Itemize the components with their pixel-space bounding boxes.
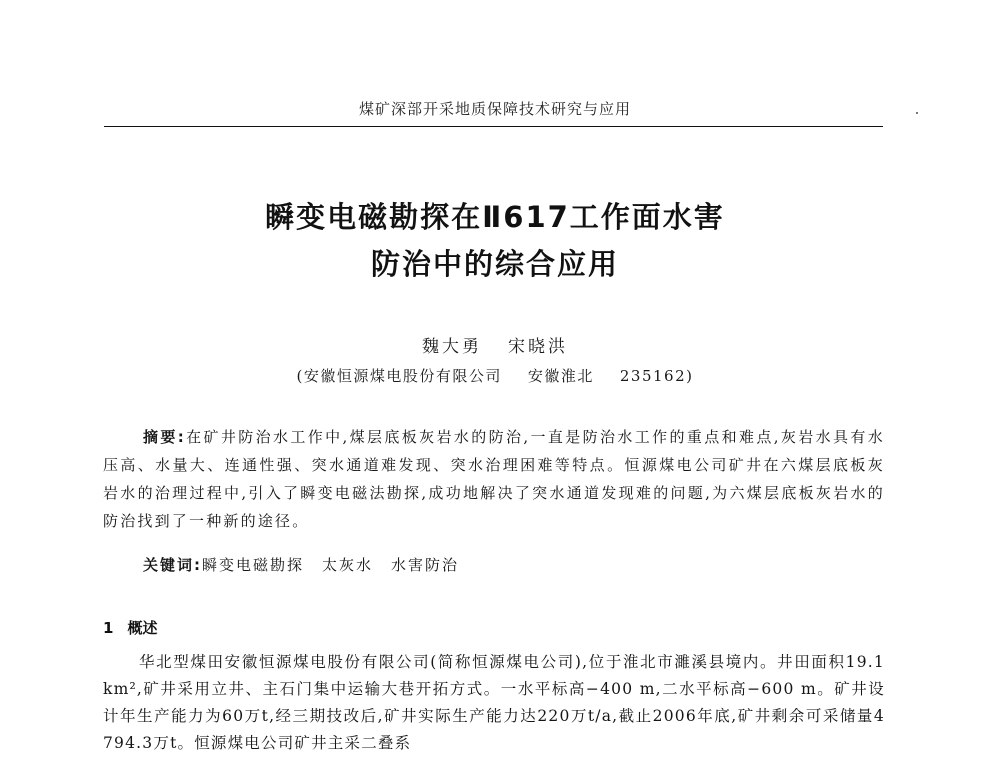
scan-speck (916, 112, 918, 114)
section-heading (103, 617, 157, 638)
abstract-text: 在矿井防治水工作中,煤层底板灰岩水的防治,一直是防治水工作的重点和难点,灰岩水具有水压高、水量大、连通性强、突水通道难发现、突水治理困难等特点。恒源煤电公司矿井在六煤层底板灰岩水的治理过程中,引入了瞬变电磁法勘探,成功地解决了突水通道发现难的问题,为六煤层底板灰岩水的防治找到了一种新的途径。 (103, 428, 885, 530)
keywords-label: 关键词: (143, 556, 202, 574)
affiliation-postcode: 235162) (619, 367, 694, 385)
keywords (143, 554, 459, 575)
author-name: 宋晓洪 (508, 337, 568, 357)
keyword: 瞬变电磁勘探 (202, 556, 305, 574)
affiliation-place: 安徽淮北 (527, 367, 594, 385)
section-title: 概述 (127, 619, 158, 637)
abstract-label: 摘要: (143, 428, 186, 446)
author-name: 魏大勇 (422, 337, 482, 357)
header-rule (104, 126, 883, 127)
affiliation (0, 365, 990, 386)
abstract (103, 423, 885, 535)
authors (0, 332, 990, 357)
keyword: 太灰水 (322, 556, 374, 574)
section-number: 1 (103, 619, 114, 637)
paper-title-line-2: 防治中的综合应用 (370, 247, 619, 281)
affiliation-org: (安徽恒源煤电股份有限公司 (296, 367, 502, 385)
keyword: 水害防治 (391, 556, 460, 574)
paper-title-line-1: 瞬变电磁勘探在Ⅱ617工作面水害 (265, 200, 725, 234)
body-paragraph: 华北型煤田安徽恒源煤电股份有限公司(简称恒源煤电公司),位于淮北市濉溪县境内。井田面积19.1 km²,矿井采用立井、主石门集中运输大巷开拓方式。一水平标高−400 m,二水平标高−600 m。矿井设计年生产能力为60万t,经三期技改后,矿井实际生产能力达220万t/a,截止2006年底,矿井剩余可采储量4 794.3万t。恒源煤电公司矿井主采二叠系 (103, 653, 885, 752)
running-header: 煤矿深部开采地质保障技术研究与应用 (358, 100, 631, 118)
